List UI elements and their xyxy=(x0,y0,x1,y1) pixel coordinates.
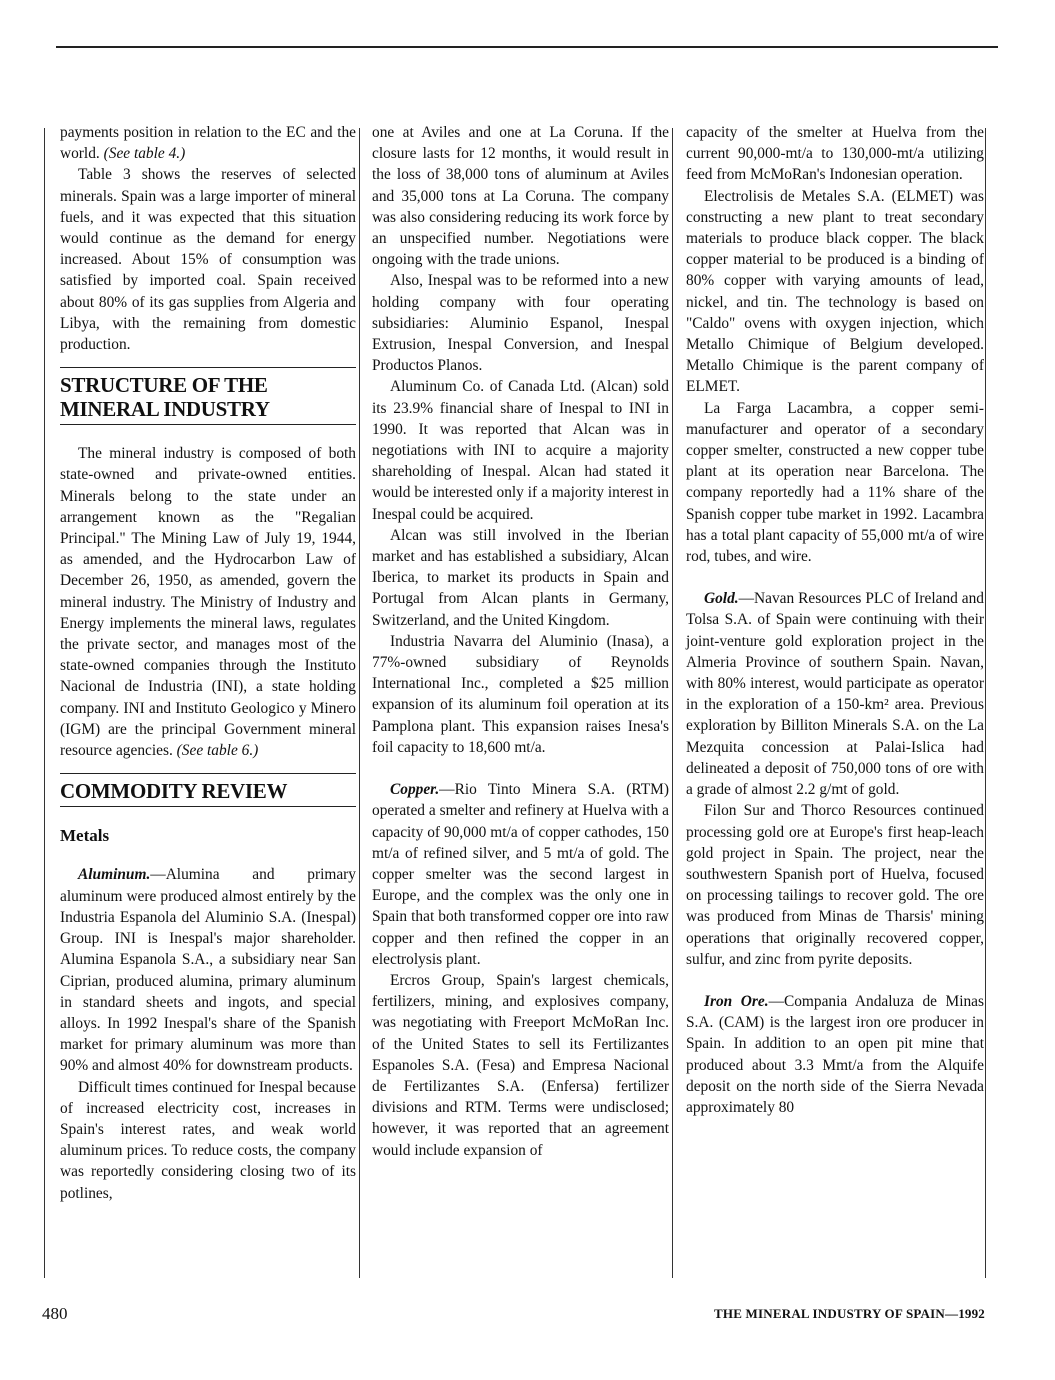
run-in-heading-aluminum: Aluminum. xyxy=(78,866,151,884)
paragraph: La Farga Lacambra, a copper semi-manufacturer and operator of a secondary copper smelter, constructed a new copper tube plant at its operation near Barcelona. The company reportedly had a 11% share of the Spanish copper tube market in 1992. Lacambra has a total plant capacity of 55,000 mt/a of wire rod, tubes, and wire. xyxy=(686,399,984,566)
paragraph: Alcan was still involved in the Iberian market and has established a subsidiary, Alcan Iberica, to market its products in Spain and Portugal from Alcan plants in Germany, Switzerland, and the United Kingdom. xyxy=(372,526,669,629)
paragraph: one at Aviles and one at La Coruna. If the closure lasts for 12 months, it would result in the loss of 38,000 tons of aluminum at Aviles and 35,000 tons at La Coruna. The company was also considering reducing its work force by an unspecified number. Negotiations were ongoing with the trade unions. xyxy=(372,124,669,269)
paragraph: Difficult times continued for Inespal because of increased electricity cost, increases in Spain's interest rates, and weak world aluminum prices. To reduce costs, the company was reportedly considering closing two of its potlines, xyxy=(60,1078,356,1202)
paragraph: Aluminum Co. of Canada Ltd. (Alcan) sold its 23.9% financial share of Inespal to INI in 1990. It was reported that Alcan was in negotiations with INI to acquire a majority shareholding of Inespal. Alcan had stated it would be interested only if a majority interest in Inespal could be acquired. xyxy=(372,378,669,523)
paragraph xyxy=(60,443,356,761)
page-number: 480 xyxy=(42,1304,68,1323)
paragraph-text: —Rio Tinto Minera S.A. (RTM) operated a smelter and refinery at Huelva with a capacity of 90,000 mt/a of copper cathodes, 150 mt/a of refined silver, and 5 mt/a of gold. The copper smelter was the second largest in Europe, and the complex was the only one in Spain that both transformed copper ore into raw copper and then refined the copper in an electrolysis plant. xyxy=(372,781,669,968)
column-3 xyxy=(686,122,984,1118)
run-in-heading-iron-ore: Iron Ore. xyxy=(704,992,769,1010)
table-reference: (See table 4.) xyxy=(103,145,186,163)
paragraph-copper xyxy=(372,779,669,970)
table-reference: (See table 6.) xyxy=(176,742,259,760)
paragraph-aluminum xyxy=(60,864,356,1076)
column-rule-right xyxy=(985,128,986,1278)
column-rule-left xyxy=(44,128,45,1278)
paragraph-text: —Navan Resources PLC of Ireland and Tolsa S.A. of Spain were continuing with their joint-venture gold exploration project in the Almeria Province of southern Spain. Navan, with 80% interest, would participate as operator in the exploration of a 150-km² area. Previous exploration by Billiton Minerals S.A. on the La Mezquita concession at Palai-Islica had delineated a deposit of 750,000 tons of ore with a grade of almost 2.2 g/mt of gold. xyxy=(686,590,984,799)
section-heading-structure: STRUCTURE OF THE MINERAL INDUSTRY xyxy=(60,373,270,422)
paragraph: Ercros Group, Spain's largest chemicals, fertilizers, mining, and explosives company, was negotiating with Freeport McMoRan Inc. of the United States to sell its Fertilizantes Espanoles S.A. (Fesa) and Empresa Nacional de Fertilizantes S.A. (Enfersa) fertilizer divisions and RTM. Terms were undisclosed; however, it was reported that an agreement would include expansion of xyxy=(372,971,669,1159)
paragraph-text: The mineral industry is composed of both state-owned and private-owned entities. Minerals belong to the state under an arrangement known as the "Regalian Principal." The Mining Law of July 19, 1944, as amended, and the Hydrocarbon Law of December 26, 1950, as amended, govern the mineral industry. The Ministry of Industry and Energy implements the mineral laws, regulates the private sector, and manages most of the state-owned companies through the Instituto Nacional de Industria (INI), a state holding company. INI and Instituto Geologico y Minero (IGM) are the principal Government mineral resource agencies. xyxy=(60,445,356,760)
run-in-heading-copper: Copper. xyxy=(390,781,440,799)
paragraph-text: —Alumina and primary aluminum were produced almost entirely by the Industria Espanola del Aluminio S.A. (Inespal) Group. INI is Inespal's major shareholder. Alumina Espanola S.A., a subsidiary near San Ciprian, produced alumina, primary aluminum in standard sheets and ingots, and special alloys. In 1992 Inespal's share of the Spanish market for primary aluminum was more than 90% and almost 40% for downstream products. xyxy=(60,866,356,1075)
run-in-heading-gold: Gold. xyxy=(704,590,739,608)
paragraph: Table 3 shows the reserves of selected minerals. Spain was a large importer of mineral fuels, and it was expected that this situation would continue as the demand for energy increased. About 15% of consumption was satisfied by imported coal. Spain received about 80% of its gas supplies from Algeria and Libya, with the remaining from domestic production. xyxy=(60,166,356,354)
paragraph xyxy=(60,122,356,164)
spacer xyxy=(686,567,984,588)
paragraph-text: —Compania Andaluza de Minas S.A. (CAM) is the largest iron ore producer in Spain. In addition to an open pit mine that produced about 3.3 Mmt/a from the Alquife deposit on the north side of the Sierra Nevada approximately 80 xyxy=(686,992,984,1116)
paragraph: Industria Navarra del Aluminio (Inasa), a 77%-owned subsidiary of Reynolds International Inc., completed a $25 million expansion of its aluminum foil operation at its Pamplona plant. This expansion raises Inesa's foil capacity to 18,600 mt/a. xyxy=(372,632,669,756)
paragraph: Also, Inespal was to be reformed into a new holding company with four operating subsidiaries: Aluminio Espanol, Inespal Extrusion, Inespal Conversion, and Inespal Productos Planos. xyxy=(372,272,669,375)
section-heading-commodity: COMMODITY REVIEW xyxy=(60,779,288,804)
paragraph: Electrolisis de Metales S.A. (ELMET) was constructing a new plant to treat secondary materials to produce black copper. The black copper material to be produced is a binding of 80% copper with varying amounts of lead, nickel, and tin. The technology is based on "Caldo" ovens with oxygen injection, which Metallo Chimique of Belgium developed. Metallo Chimique is the parent company of ELMET. xyxy=(686,187,984,396)
column-2 xyxy=(372,122,669,1161)
top-rule xyxy=(56,46,998,48)
spacer xyxy=(686,970,984,991)
column-1 xyxy=(60,122,356,1204)
spacer xyxy=(372,758,669,779)
paragraph: capacity of the smelter at Huelva from the current 90,000-mt/a to 130,000-mt/a utilizing feed from McMoRan's Indonesian operation. xyxy=(686,124,984,184)
paragraph-gold xyxy=(686,588,984,800)
column-rule-1 xyxy=(359,128,360,1278)
section-heading-box xyxy=(60,367,356,425)
paragraph: Filon Sur and Thorco Resources continued processing gold ore at Europe's first heap-leach gold project in Spain. The project, near the southwestern Spanish port of Huelva, focused on processing tailings to recover gold. The ore was produced from Minas de Tharsis' mining operations that originally recovered copper, sulfur, and zinc from pyrite deposits. xyxy=(686,802,984,968)
paragraph-iron-ore xyxy=(686,991,984,1118)
section-heading-box xyxy=(60,773,356,807)
column-rule-2 xyxy=(672,128,673,1278)
running-footer-title: THE MINERAL INDUSTRY OF SPAIN—1992 xyxy=(714,1306,985,1321)
subheading-metals: Metals xyxy=(60,826,110,846)
paragraph-text: payments position in relation to the EC and the world. xyxy=(60,124,356,163)
